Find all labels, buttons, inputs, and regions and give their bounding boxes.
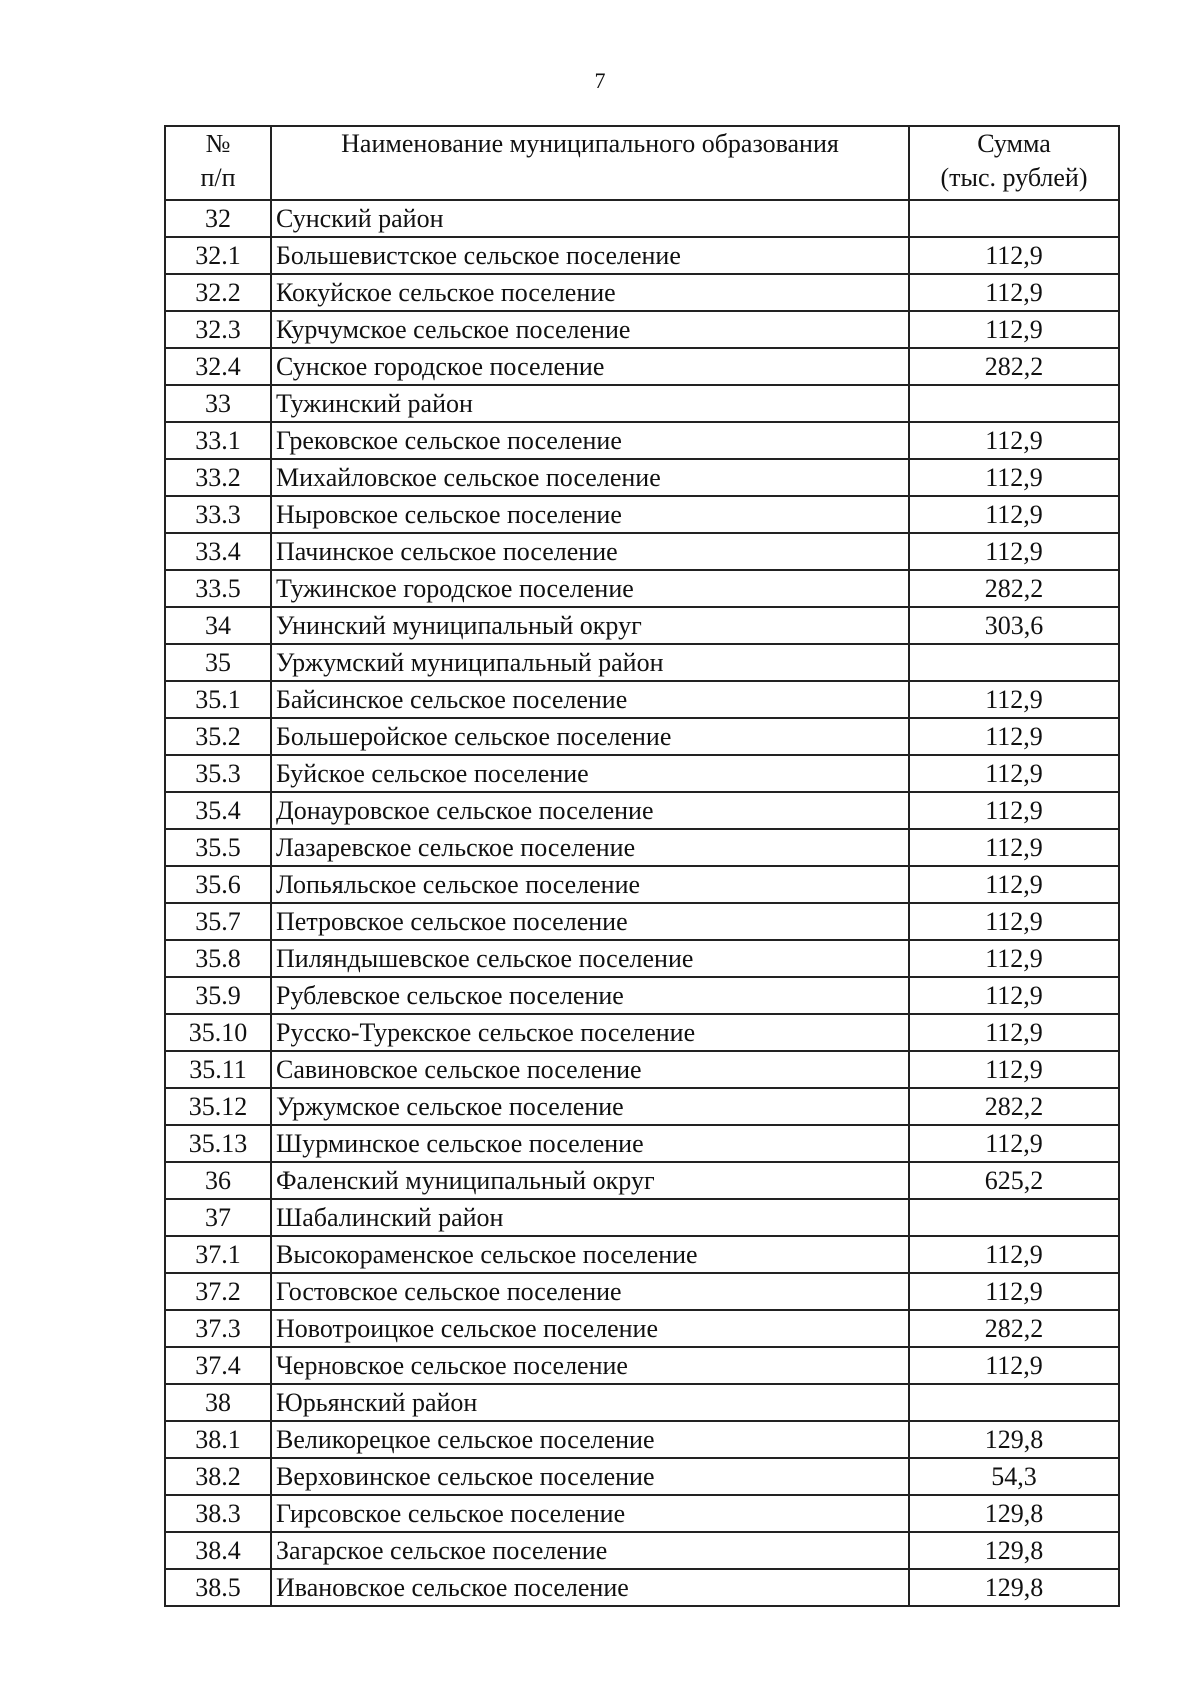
row-name: Михайловское сельское поселение xyxy=(271,459,909,496)
row-number: 33.4 xyxy=(165,533,271,570)
header-number-line1: № xyxy=(205,129,231,158)
row-number: 35.2 xyxy=(165,718,271,755)
row-sum: 112,9 xyxy=(909,311,1119,348)
row-name: Новотроицкое сельское поселение xyxy=(271,1310,909,1347)
row-name: Загарское сельское поселение xyxy=(271,1532,909,1569)
table-row xyxy=(165,681,1119,718)
row-name: Кокуйское сельское поселение xyxy=(271,274,909,311)
row-name: Большевистское сельское поселение xyxy=(271,237,909,274)
row-number: 32.1 xyxy=(165,237,271,274)
row-number: 38.3 xyxy=(165,1495,271,1532)
table-header xyxy=(165,126,1119,200)
header-number xyxy=(165,126,271,200)
row-name: Высокораменское сельское поселение xyxy=(271,1236,909,1273)
row-sum: 112,9 xyxy=(909,422,1119,459)
row-name: Сунский район xyxy=(271,200,909,237)
row-sum: 282,2 xyxy=(909,1088,1119,1125)
row-sum: 282,2 xyxy=(909,570,1119,607)
table-row xyxy=(165,1458,1119,1495)
row-sum: 112,9 xyxy=(909,866,1119,903)
table-row xyxy=(165,311,1119,348)
table-row xyxy=(165,755,1119,792)
row-sum: 112,9 xyxy=(909,792,1119,829)
table-row xyxy=(165,1532,1119,1569)
row-sum: 112,9 xyxy=(909,718,1119,755)
row-name: Лазаревское сельское поселение xyxy=(271,829,909,866)
row-number: 33.2 xyxy=(165,459,271,496)
row-name: Ныровское сельское поселение xyxy=(271,496,909,533)
header-sum xyxy=(909,126,1119,200)
row-name: Тужинское городское поселение xyxy=(271,570,909,607)
row-number: 36 xyxy=(165,1162,271,1199)
table-row xyxy=(165,644,1119,681)
table-row xyxy=(165,1347,1119,1384)
table-row xyxy=(165,903,1119,940)
row-sum: 112,9 xyxy=(909,1014,1119,1051)
header-name: Наименование муниципального образования xyxy=(271,126,909,200)
table-row xyxy=(165,1384,1119,1421)
table-row xyxy=(165,385,1119,422)
row-sum: 112,9 xyxy=(909,829,1119,866)
row-sum: 112,9 xyxy=(909,1051,1119,1088)
row-sum xyxy=(909,200,1119,237)
row-name: Уржумское сельское поселение xyxy=(271,1088,909,1125)
row-sum: 112,9 xyxy=(909,496,1119,533)
row-number: 32.4 xyxy=(165,348,271,385)
table-row xyxy=(165,570,1119,607)
row-number: 33 xyxy=(165,385,271,422)
table-row xyxy=(165,866,1119,903)
row-name: Юрьянский район xyxy=(271,1384,909,1421)
row-sum: 625,2 xyxy=(909,1162,1119,1199)
table-row xyxy=(165,200,1119,237)
row-sum: 112,9 xyxy=(909,681,1119,718)
row-number: 32.3 xyxy=(165,311,271,348)
row-sum: 112,9 xyxy=(909,1236,1119,1273)
row-name: Лопьяльское сельское поселение xyxy=(271,866,909,903)
row-name: Курчумское сельское поселение xyxy=(271,311,909,348)
row-sum: 54,3 xyxy=(909,1458,1119,1495)
header-number-line2: п/п xyxy=(200,162,236,192)
row-number: 35.10 xyxy=(165,1014,271,1051)
row-number: 38.4 xyxy=(165,1532,271,1569)
row-number: 35.4 xyxy=(165,792,271,829)
row-sum xyxy=(909,385,1119,422)
row-sum: 112,9 xyxy=(909,1347,1119,1384)
table-row xyxy=(165,1051,1119,1088)
row-number: 32 xyxy=(165,200,271,237)
table-row xyxy=(165,1014,1119,1051)
row-number: 38.5 xyxy=(165,1569,271,1606)
row-name: Рублевское сельское поселение xyxy=(271,977,909,1014)
row-number: 35.5 xyxy=(165,829,271,866)
row-number: 33.5 xyxy=(165,570,271,607)
row-name: Ивановское сельское поселение xyxy=(271,1569,909,1606)
table-row xyxy=(165,1569,1119,1606)
row-sum: 112,9 xyxy=(909,903,1119,940)
table-row xyxy=(165,422,1119,459)
header-sum-line1: Сумма xyxy=(977,129,1051,158)
row-sum: 112,9 xyxy=(909,940,1119,977)
row-number: 38 xyxy=(165,1384,271,1421)
row-sum: 112,9 xyxy=(909,237,1119,274)
row-number: 35.6 xyxy=(165,866,271,903)
row-sum: 282,2 xyxy=(909,348,1119,385)
table-row xyxy=(165,1495,1119,1532)
table-row xyxy=(165,1199,1119,1236)
row-name: Большеройское сельское поселение xyxy=(271,718,909,755)
row-sum: 112,9 xyxy=(909,1125,1119,1162)
row-sum: 112,9 xyxy=(909,533,1119,570)
row-name: Уржумский муниципальный район xyxy=(271,644,909,681)
row-number: 35.9 xyxy=(165,977,271,1014)
table-row xyxy=(165,459,1119,496)
row-number: 33.3 xyxy=(165,496,271,533)
row-sum: 129,8 xyxy=(909,1421,1119,1458)
row-name: Пиляндышевское сельское поселение xyxy=(271,940,909,977)
row-sum: 282,2 xyxy=(909,1310,1119,1347)
row-sum: 112,9 xyxy=(909,459,1119,496)
row-number: 32.2 xyxy=(165,274,271,311)
header-row xyxy=(165,126,1119,200)
row-sum xyxy=(909,1384,1119,1421)
table-row xyxy=(165,1310,1119,1347)
row-number: 35.3 xyxy=(165,755,271,792)
table-row xyxy=(165,348,1119,385)
row-sum: 112,9 xyxy=(909,1273,1119,1310)
row-number: 37.1 xyxy=(165,1236,271,1273)
row-number: 34 xyxy=(165,607,271,644)
row-name: Шабалинский район xyxy=(271,1199,909,1236)
row-name: Шурминское сельское поселение xyxy=(271,1125,909,1162)
allocation-table xyxy=(164,125,1120,1607)
row-sum: 112,9 xyxy=(909,977,1119,1014)
row-name: Унинский муниципальный округ xyxy=(271,607,909,644)
row-name: Сунское городское поселение xyxy=(271,348,909,385)
table-row xyxy=(165,496,1119,533)
table-row xyxy=(165,1125,1119,1162)
row-number: 37.3 xyxy=(165,1310,271,1347)
row-number: 37 xyxy=(165,1199,271,1236)
table-row xyxy=(165,1162,1119,1199)
table-row xyxy=(165,940,1119,977)
row-name: Гирсовское сельское поселение xyxy=(271,1495,909,1532)
row-number: 35.11 xyxy=(165,1051,271,1088)
row-name: Грековское сельское поселение xyxy=(271,422,909,459)
row-number: 35.1 xyxy=(165,681,271,718)
header-sum-line2: (тыс. рублей) xyxy=(940,162,1088,192)
row-number: 35 xyxy=(165,644,271,681)
row-sum: 112,9 xyxy=(909,755,1119,792)
row-name: Донауровское сельское поселение xyxy=(271,792,909,829)
row-sum: 129,8 xyxy=(909,1569,1119,1606)
row-number: 37.2 xyxy=(165,1273,271,1310)
row-number: 35.12 xyxy=(165,1088,271,1125)
row-sum xyxy=(909,1199,1119,1236)
row-name: Пачинское сельское поселение xyxy=(271,533,909,570)
table-row xyxy=(165,792,1119,829)
row-name: Байсинское сельское поселение xyxy=(271,681,909,718)
table-row xyxy=(165,607,1119,644)
table-row xyxy=(165,274,1119,311)
page-number: 7 xyxy=(594,68,606,93)
row-sum: 303,6 xyxy=(909,607,1119,644)
row-name: Петровское сельское поселение xyxy=(271,903,909,940)
row-sum: 129,8 xyxy=(909,1495,1119,1532)
table-row xyxy=(165,977,1119,1014)
row-name: Тужинский район xyxy=(271,385,909,422)
table-row xyxy=(165,1421,1119,1458)
table-row xyxy=(165,1273,1119,1310)
row-name: Черновское сельское поселение xyxy=(271,1347,909,1384)
row-sum: 129,8 xyxy=(909,1532,1119,1569)
row-name: Великорецкое сельское поселение xyxy=(271,1421,909,1458)
row-sum xyxy=(909,644,1119,681)
table-row xyxy=(165,1088,1119,1125)
row-name: Буйское сельское поселение xyxy=(271,755,909,792)
row-number: 38.2 xyxy=(165,1458,271,1495)
table-body xyxy=(165,200,1119,1606)
table-row xyxy=(165,533,1119,570)
row-number: 33.1 xyxy=(165,422,271,459)
row-name: Гостовское сельское поселение xyxy=(271,1273,909,1310)
row-number: 37.4 xyxy=(165,1347,271,1384)
row-number: 35.13 xyxy=(165,1125,271,1162)
row-name: Фаленский муниципальный округ xyxy=(271,1162,909,1199)
row-sum: 112,9 xyxy=(909,274,1119,311)
row-name: Верховинское сельское поселение xyxy=(271,1458,909,1495)
table-row xyxy=(165,829,1119,866)
row-name: Савиновское сельское поселение xyxy=(271,1051,909,1088)
table-row xyxy=(165,237,1119,274)
row-name: Русско-Турекское сельское поселение xyxy=(271,1014,909,1051)
row-number: 35.7 xyxy=(165,903,271,940)
table-row xyxy=(165,718,1119,755)
row-number: 38.1 xyxy=(165,1421,271,1458)
table-row xyxy=(165,1236,1119,1273)
row-number: 35.8 xyxy=(165,940,271,977)
